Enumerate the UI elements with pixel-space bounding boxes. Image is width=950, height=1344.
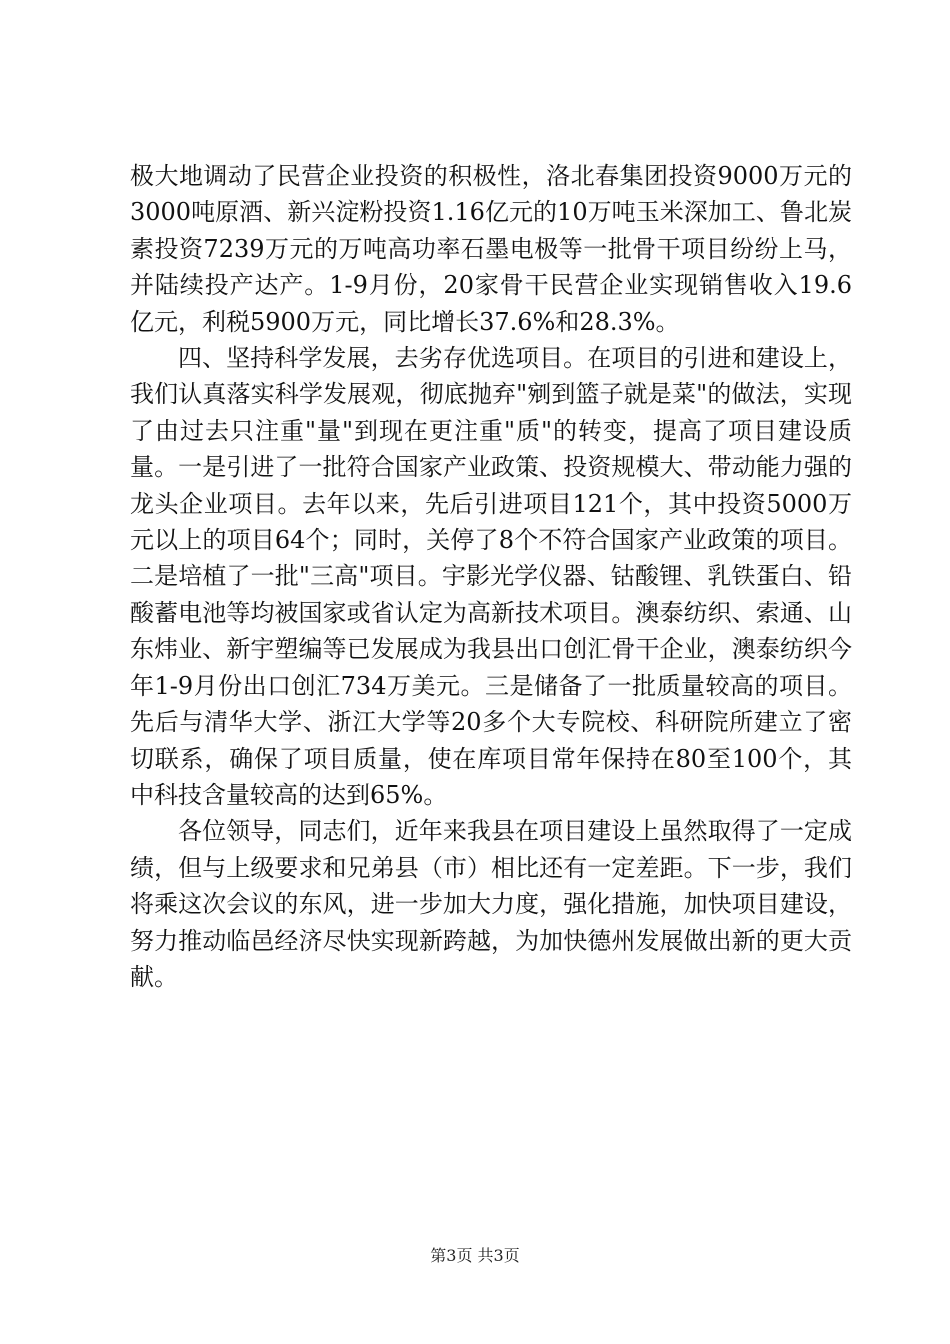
page-footer: 第3页 共3页 [430,1246,520,1265]
body-paragraph-1: 极大地调动了民营企业投资的积极性，洛北春集团投资9000万元的3000吨原酒、新兴淀粉投资1.16亿元的10万吨玉米深加工、鲁北炭素投资7239万元的万吨高功率石墨电极等一批骨干项目纷纷上马，并陆续投产达产。1-9月份，20家骨干民营企业实现销售收入19.6亿元，利税5900万元，同比增长37.6%和28.3%。 [130,162,852,336]
document-body [130,158,852,995]
body-paragraph-3: 各位领导，同志们，近年来我县在项目建设上虽然取得了一定成绩，但与上级要求和兄弟县（市）相比还有一定差距。下一步，我们将乘这次会议的东风，进一步加大力度，强化措施，加快项目建设，努力推动临邑经济尽快实现新跨越，为加快德州发展做出新的更大贡献。 [130,817,852,991]
body-paragraph-2: 四、坚持科学发展，去劣存优选项目。在项目的引进和建设上，我们认真落实科学发展观，彻底抛弃"剜到篮子就是菜"的做法，实现了由过去只注重"量"到现在更注重"质"的转变，提高了项目建设质量。一是引进了一批符合国家产业政策、投资规模大、带动能力强的龙头企业项目。去年以来，先后引进项目121个，其中投资5000万元以上的项目64个；同时，关停了8个不符合国家产业政策的项目。二是培植了一批"三高"项目。宇影光学仪器、钴酸锂、乳铁蛋白、铅酸蓄电池等均被国家或省认定为高新技术项目。澳泰纺织、索通、山东炜业、新宇塑编等已发展成为我县出口创汇骨干企业，澳泰纺织今年1-9月份出口创汇734万美元。三是储备了一批质量较高的项目。先后与清华大学、浙江大学等20多个大专院校、科研院所建立了密切联系，确保了项目质量，使在库项目常年保持在80至100个，其中科技含量较高的达到65%。 [130,344,852,809]
